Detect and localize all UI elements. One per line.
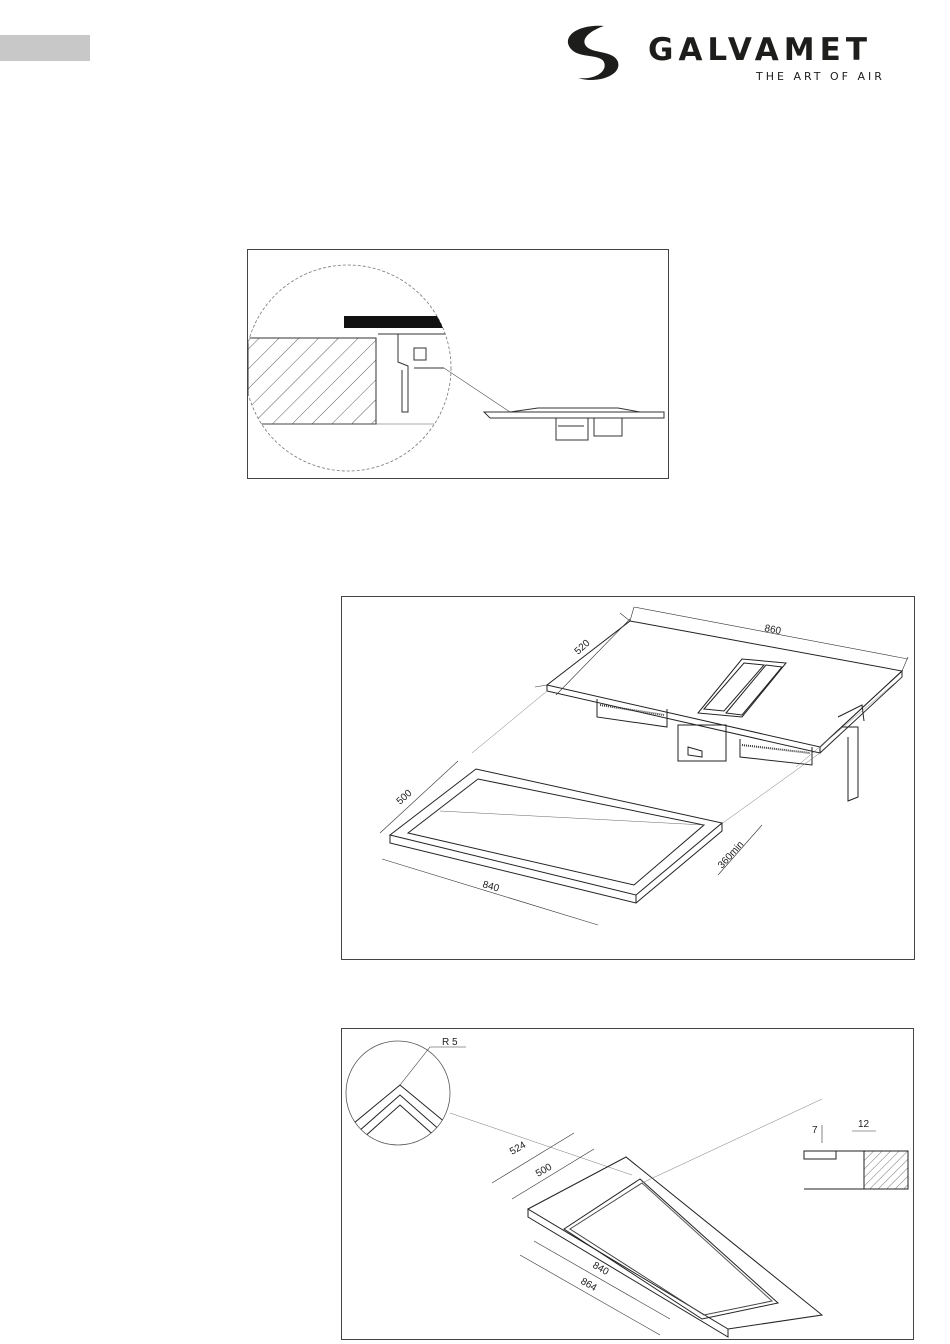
dim-inner-depth: 500 bbox=[534, 1161, 554, 1180]
dim-hob-width: 860 bbox=[763, 623, 782, 638]
dim-min-clearance: 360min bbox=[716, 839, 747, 872]
dim-inner-width: 840 bbox=[590, 1260, 611, 1278]
flush-mount-recess-figure bbox=[341, 1028, 914, 1340]
cutout-dimensions-figure bbox=[341, 596, 915, 960]
dim-hob-depth: 520 bbox=[572, 637, 593, 658]
page-tab-marker bbox=[0, 35, 90, 61]
dim-corner-radius: R 5 bbox=[442, 1037, 458, 1048]
logo-tagline: THE ART OF AIR bbox=[756, 70, 885, 83]
dim-outer-depth: 524 bbox=[508, 1139, 528, 1158]
brand-logo bbox=[556, 18, 901, 88]
installation-detail-figure bbox=[247, 249, 669, 479]
dim-rebate-width: 12 bbox=[858, 1119, 870, 1130]
dim-rebate-depth: 7 bbox=[812, 1125, 818, 1136]
logo-swirl-icon bbox=[556, 18, 646, 88]
dim-cutout-depth: 500 bbox=[394, 787, 415, 808]
logo-wordmark: GALVAMET bbox=[648, 32, 872, 68]
dim-cutout-width: 840 bbox=[481, 879, 501, 895]
dim-outer-width: 864 bbox=[578, 1276, 599, 1294]
